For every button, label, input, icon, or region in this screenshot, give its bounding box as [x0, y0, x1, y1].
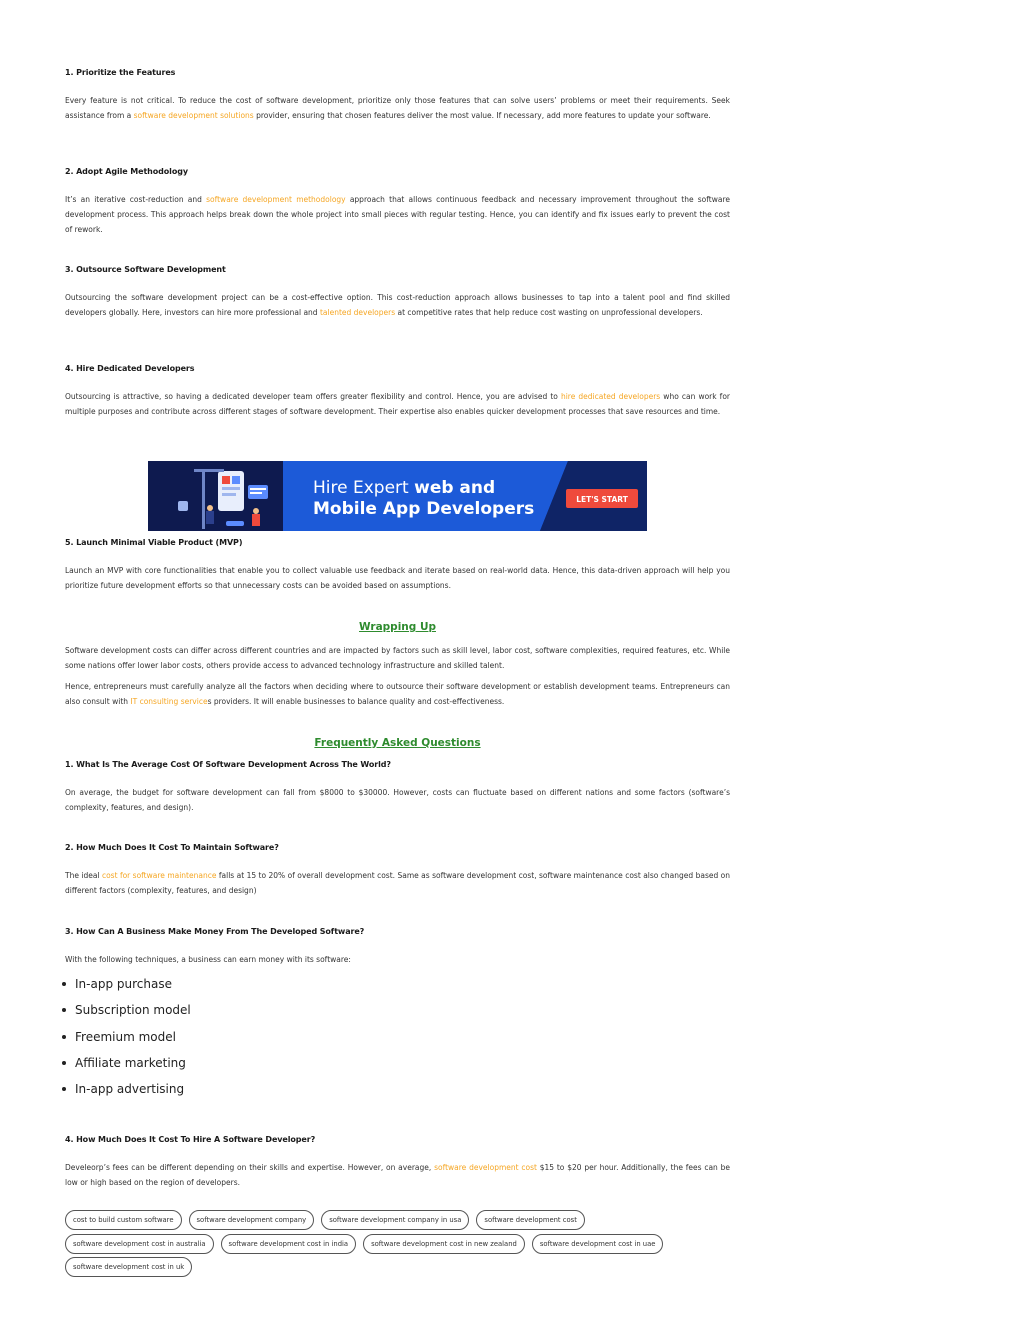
bullet-icon: [62, 982, 66, 986]
monetization-list: [65, 974, 191, 1105]
list-item: Freemium model: [65, 1027, 191, 1053]
link-software-development-solutions[interactable]: software development solutions: [133, 111, 254, 120]
link-it-consulting-service[interactable]: IT consulting service: [130, 697, 208, 706]
tag-link[interactable]: software development company in usa: [321, 1210, 469, 1230]
wrapping-up-paragraph-2: Hence, entrepreneurs must carefully analyze all the factors when deciding where to outsource their software development or establish development teams. Entrepreneurs can also consult with IT consulting services providers. It will enable businesses to balance quality and cost-effectiveness.: [65, 682, 730, 706]
link-cost-for-software-maintenance[interactable]: cost for software maintenance: [101, 871, 217, 880]
section-paragraph-1: Every feature is not critical. To reduce the cost of software development, prioritize only those features that can solve users’ problems or meet their requirements. Seek assistance from a software development solutions provider, ensuring that chosen features deliver the most value. If necessary, add more features to update your software.: [65, 96, 730, 120]
hire-developers-banner[interactable]: [148, 461, 647, 531]
tag-link[interactable]: software development cost: [476, 1210, 584, 1230]
section-paragraph-4: Outsourcing is attractive, so having a dedicated developer team offers greater flexibility and control. Hence, you are advised to hire dedicated developers who can work for multiple purposes and contribute across different stages of software development. Their expertise also enables quicker development processes that save resources and time.: [65, 392, 730, 416]
faq-title: Frequently Asked Questions: [314, 737, 481, 749]
tag-link[interactable]: software development cost in india: [221, 1234, 357, 1254]
faq-answer-1: On average, the budget for software development can fall from $8000 to $30000. However, costs can fluctuate based on different nations and some factors (software’s complexity, features, and design).: [65, 788, 730, 812]
lets-start-label[interactable]: LET'S START: [576, 495, 628, 504]
faq-question-1: 1. What Is The Average Cost Of Software Development Across The World?: [65, 760, 391, 769]
tag-row: [65, 1257, 192, 1277]
wrapping-up-title: Wrapping Up: [359, 621, 436, 633]
tag-link[interactable]: software development company: [189, 1210, 315, 1230]
section-heading-2: 2. Adopt Agile Methodology: [65, 167, 188, 176]
faq-answer-2: The ideal cost for software maintenance falls at 15 to 20% of overall development cost. Same as software development cost, software maintenance cost also changed based on different factors (complexity, features, and design): [65, 871, 730, 895]
faq-answer-4: Develeorp’s fees can be different depending on their skills and expertise. However, on average, software development cost $15 to $20 per hour. Additionally, the fees can be low or high based on the region of developers.: [65, 1163, 730, 1187]
section-heading-5: 5. Launch Minimal Viable Product (MVP): [65, 538, 243, 547]
faq-answer-3: With the following techniques, a business can earn money with its software:: [65, 955, 351, 964]
faq-question-3: 3. How Can A Business Make Money From The Developed Software?: [65, 927, 365, 936]
list-item: In-app purchase: [65, 974, 191, 1000]
banner-line-1: Hire Expert web and: [313, 478, 496, 498]
tag-link[interactable]: cost to build custom software: [65, 1210, 182, 1230]
wrapping-up-paragraph-1: Software development costs can differ across different countries and are impacted by factors such as skill level, labor cost, software complexities, required features, etc. While some nations offer lower labor costs, others provide access to advanced technology infrastructure and skilled talent.: [65, 646, 730, 670]
bullet-icon: [62, 1008, 66, 1012]
tag-row: [65, 1234, 663, 1254]
faq-question-4: 4. How Much Does It Cost To Hire A Software Developer?: [65, 1135, 316, 1144]
section-paragraph-5: Launch an MVP with core functionalities that enable you to collect valuable use feedback and iterate based on real-world data. Hence, this data-driven approach will help you prioritize future development efforts so that unnecessary costs can be avoided based on assumptions.: [65, 566, 730, 590]
bullet-icon: [62, 1087, 66, 1091]
list-item: Subscription model: [65, 1000, 191, 1026]
list-item: In-app advertising: [65, 1079, 191, 1105]
bullet-icon: [62, 1061, 66, 1065]
link-talented-developers[interactable]: talented developers: [319, 308, 396, 317]
banner-line-2: Mobile App Developers: [313, 499, 535, 519]
list-item: Affiliate marketing: [65, 1053, 191, 1079]
tag-link[interactable]: software development cost in uae: [532, 1234, 664, 1254]
link-software-development-cost[interactable]: software development cost: [434, 1163, 537, 1172]
tag-link[interactable]: software development cost in australia: [65, 1234, 214, 1254]
section-heading-1: 1. Prioritize the Features: [65, 68, 176, 77]
link-hire-dedicated-developers[interactable]: hire dedicated developers: [560, 392, 661, 401]
section-paragraph-3: Outsourcing the software development project can be a cost-effective option. This cost-reduction approach allows businesses to tap into a talent pool and find skilled developers globally. Here, investors can hire more professional and talented developers at competitive rates that help reduce cost wasting on unprofessional developers.: [65, 293, 730, 317]
tag-link[interactable]: software development cost in uk: [65, 1257, 192, 1277]
bullet-icon: [62, 1035, 66, 1039]
section-heading-3: 3. Outsource Software Development: [65, 265, 226, 274]
tag-link[interactable]: software development cost in new zealand: [363, 1234, 525, 1254]
link-software-development-methodology[interactable]: software development methodology: [206, 195, 346, 204]
tag-row: [65, 1210, 585, 1230]
banner-graphic: [148, 461, 647, 531]
faq-question-2: 2. How Much Does It Cost To Maintain Software?: [65, 843, 279, 852]
section-heading-4: 4. Hire Dedicated Developers: [65, 364, 195, 373]
section-paragraph-2: It’s an iterative cost-reduction and software development methodology approach that allows continuous feedback and necessary improvement throughout the software development process. This approach helps break down the whole project into small pieces with regular testing. Hence, you can identify and fix issues early to prevent the cost of rework.: [65, 195, 730, 234]
